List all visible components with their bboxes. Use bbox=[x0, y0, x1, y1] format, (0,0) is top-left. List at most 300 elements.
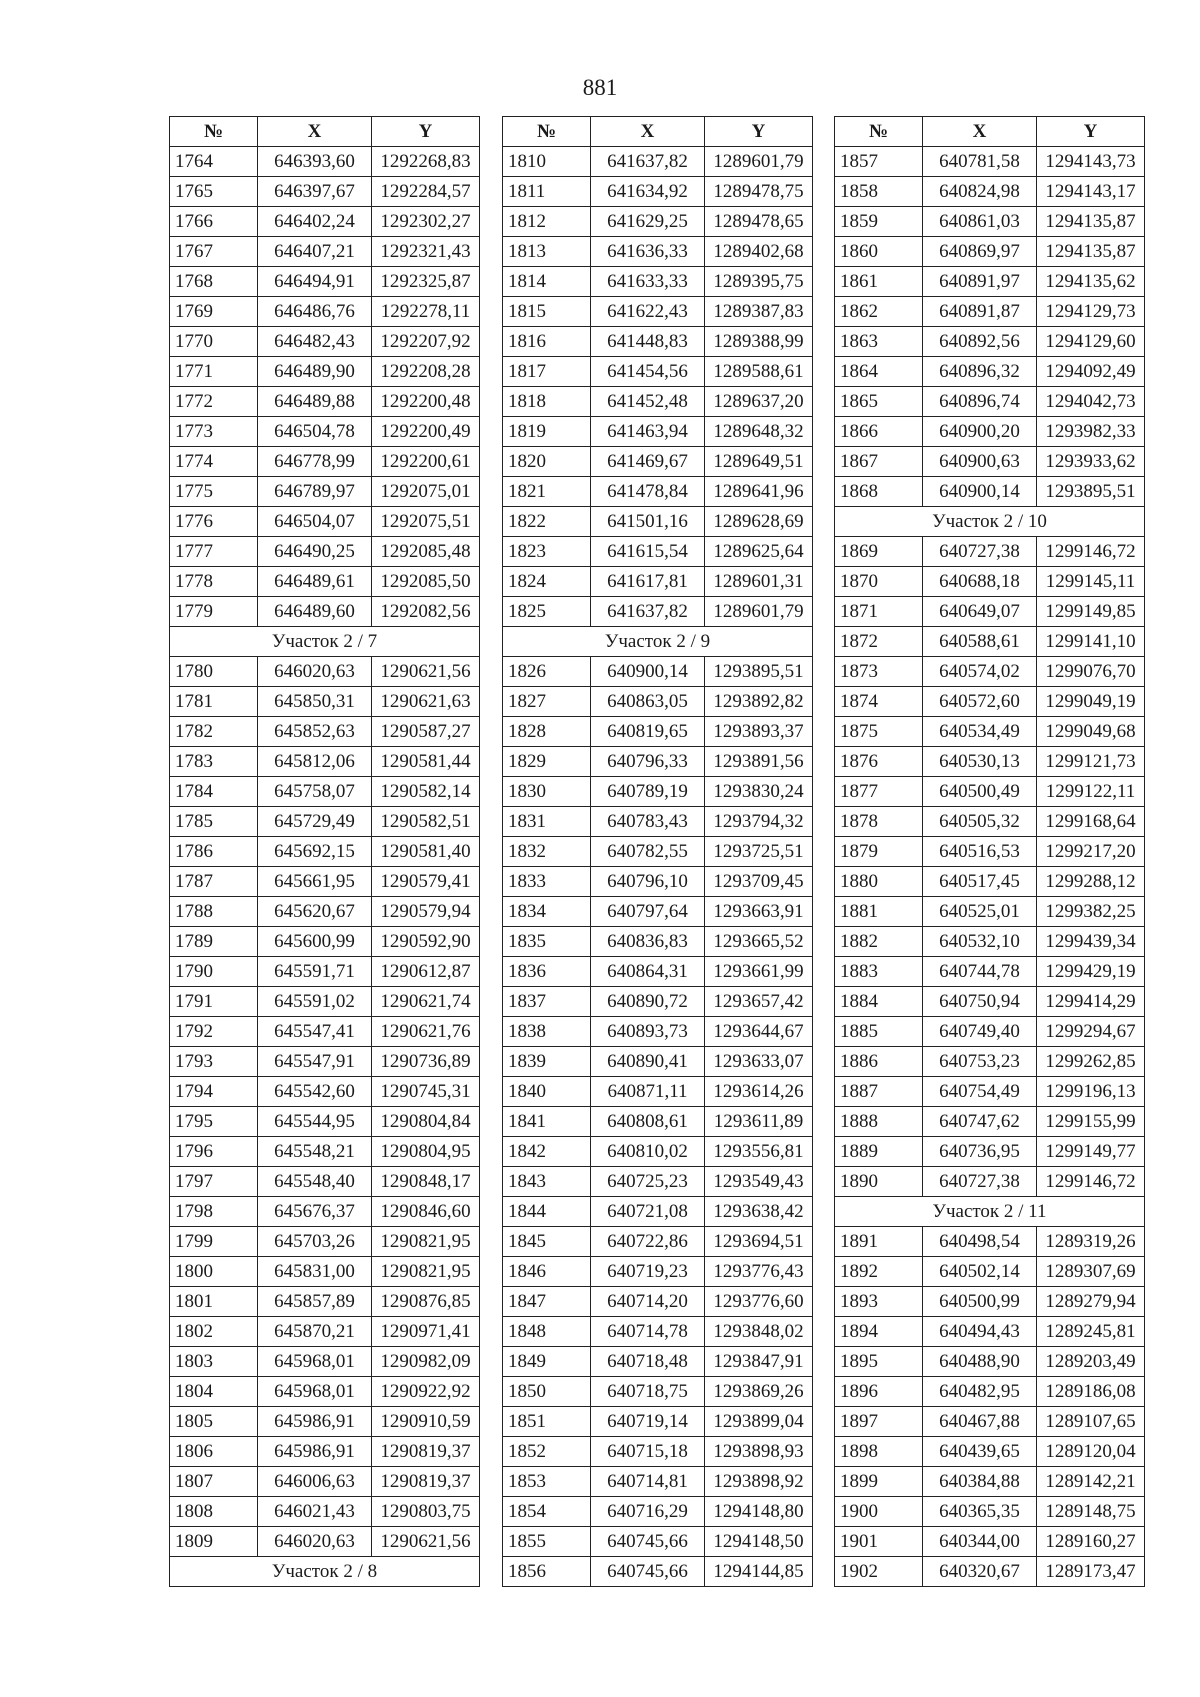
x-coordinate: 640890,72 bbox=[591, 987, 705, 1017]
point-number: 1876 bbox=[835, 747, 923, 777]
table-row bbox=[835, 357, 1145, 387]
table-row bbox=[503, 807, 813, 837]
point-number: 1877 bbox=[835, 777, 923, 807]
table-row bbox=[503, 207, 813, 237]
table-row bbox=[170, 1017, 480, 1047]
y-coordinate: 1290819,37 bbox=[372, 1437, 480, 1467]
coordinates-table-1 bbox=[169, 116, 480, 1587]
point-number: 1781 bbox=[170, 687, 258, 717]
point-number: 1826 bbox=[503, 657, 591, 687]
y-coordinate: 1294135,62 bbox=[1037, 267, 1145, 297]
point-number: 1840 bbox=[503, 1077, 591, 1107]
y-coordinate: 1293982,33 bbox=[1037, 417, 1145, 447]
point-number: 1815 bbox=[503, 297, 591, 327]
x-coordinate: 640736,95 bbox=[923, 1137, 1037, 1167]
point-number: 1833 bbox=[503, 867, 591, 897]
y-coordinate: 1293848,02 bbox=[705, 1317, 813, 1347]
y-coordinate: 1299439,34 bbox=[1037, 927, 1145, 957]
point-number: 1872 bbox=[835, 627, 923, 657]
x-coordinate: 640892,56 bbox=[923, 327, 1037, 357]
table-row bbox=[835, 1077, 1145, 1107]
table-row bbox=[170, 507, 480, 537]
y-coordinate: 1289601,79 bbox=[705, 597, 813, 627]
point-number: 1832 bbox=[503, 837, 591, 867]
table-row bbox=[835, 297, 1145, 327]
y-coordinate: 1290846,60 bbox=[372, 1197, 480, 1227]
table-row bbox=[835, 897, 1145, 927]
x-coordinate: 640896,74 bbox=[923, 387, 1037, 417]
table-row bbox=[170, 1467, 480, 1497]
table-row bbox=[170, 927, 480, 957]
section-title: Участок 2 / 7 bbox=[170, 627, 480, 657]
table-row bbox=[503, 177, 813, 207]
x-coordinate: 641622,43 bbox=[591, 297, 705, 327]
point-number: 1828 bbox=[503, 717, 591, 747]
x-coordinate: 645852,63 bbox=[258, 717, 372, 747]
x-coordinate: 640745,66 bbox=[591, 1557, 705, 1587]
x-coordinate: 640896,32 bbox=[923, 357, 1037, 387]
x-coordinate: 640500,49 bbox=[923, 777, 1037, 807]
x-coordinate: 640869,97 bbox=[923, 237, 1037, 267]
y-coordinate: 1289387,83 bbox=[705, 297, 813, 327]
x-coordinate: 641615,54 bbox=[591, 537, 705, 567]
table-row bbox=[170, 1137, 480, 1167]
point-number: 1844 bbox=[503, 1197, 591, 1227]
point-number: 1787 bbox=[170, 867, 258, 897]
table-row bbox=[835, 447, 1145, 477]
y-coordinate: 1299414,29 bbox=[1037, 987, 1145, 1017]
table-row bbox=[835, 1497, 1145, 1527]
x-coordinate: 645620,67 bbox=[258, 897, 372, 927]
x-coordinate: 645986,91 bbox=[258, 1407, 372, 1437]
point-number: 1788 bbox=[170, 897, 258, 927]
point-number: 1808 bbox=[170, 1497, 258, 1527]
table-row bbox=[170, 1107, 480, 1137]
y-coordinate: 1290621,76 bbox=[372, 1017, 480, 1047]
y-coordinate: 1292302,27 bbox=[372, 207, 480, 237]
column-header-number: № bbox=[170, 117, 258, 147]
x-coordinate: 646407,21 bbox=[258, 237, 372, 267]
x-coordinate: 640725,23 bbox=[591, 1167, 705, 1197]
table-row bbox=[503, 1107, 813, 1137]
y-coordinate: 1290736,89 bbox=[372, 1047, 480, 1077]
point-number: 1882 bbox=[835, 927, 923, 957]
y-coordinate: 1290819,37 bbox=[372, 1467, 480, 1497]
point-number: 1857 bbox=[835, 147, 923, 177]
y-coordinate: 1293898,93 bbox=[705, 1437, 813, 1467]
table-row bbox=[503, 387, 813, 417]
x-coordinate: 640789,19 bbox=[591, 777, 705, 807]
point-number: 1799 bbox=[170, 1227, 258, 1257]
y-coordinate: 1299146,72 bbox=[1037, 537, 1145, 567]
point-number: 1786 bbox=[170, 837, 258, 867]
y-coordinate: 1299049,19 bbox=[1037, 687, 1145, 717]
x-coordinate: 640498,54 bbox=[923, 1227, 1037, 1257]
y-coordinate: 1290971,41 bbox=[372, 1317, 480, 1347]
table-row bbox=[503, 897, 813, 927]
x-coordinate: 640721,08 bbox=[591, 1197, 705, 1227]
y-coordinate: 1294042,73 bbox=[1037, 387, 1145, 417]
point-number: 1901 bbox=[835, 1527, 923, 1557]
x-coordinate: 640488,90 bbox=[923, 1347, 1037, 1377]
point-number: 1856 bbox=[503, 1557, 591, 1587]
y-coordinate: 1289478,75 bbox=[705, 177, 813, 207]
point-number: 1793 bbox=[170, 1047, 258, 1077]
table-row bbox=[835, 867, 1145, 897]
y-coordinate: 1293644,67 bbox=[705, 1017, 813, 1047]
point-number: 1783 bbox=[170, 747, 258, 777]
y-coordinate: 1292082,56 bbox=[372, 597, 480, 627]
point-number: 1831 bbox=[503, 807, 591, 837]
y-coordinate: 1289245,81 bbox=[1037, 1317, 1145, 1347]
y-coordinate: 1293665,52 bbox=[705, 927, 813, 957]
y-coordinate: 1290582,14 bbox=[372, 777, 480, 807]
table-row bbox=[503, 1197, 813, 1227]
y-coordinate: 1289625,64 bbox=[705, 537, 813, 567]
y-coordinate: 1299382,25 bbox=[1037, 897, 1145, 927]
point-number: 1806 bbox=[170, 1437, 258, 1467]
point-number: 1860 bbox=[835, 237, 923, 267]
table-row bbox=[835, 1257, 1145, 1287]
point-number: 1825 bbox=[503, 597, 591, 627]
y-coordinate: 1299121,73 bbox=[1037, 747, 1145, 777]
table-row bbox=[170, 867, 480, 897]
table-row bbox=[170, 717, 480, 747]
y-coordinate: 1294144,85 bbox=[705, 1557, 813, 1587]
column-header-y: Y bbox=[1037, 117, 1145, 147]
point-number: 1834 bbox=[503, 897, 591, 927]
x-coordinate: 640722,86 bbox=[591, 1227, 705, 1257]
x-coordinate: 641634,92 bbox=[591, 177, 705, 207]
x-coordinate: 640688,18 bbox=[923, 567, 1037, 597]
table-row bbox=[170, 1497, 480, 1527]
y-coordinate: 1289648,32 bbox=[705, 417, 813, 447]
point-number: 1830 bbox=[503, 777, 591, 807]
table-row bbox=[170, 1437, 480, 1467]
table-row bbox=[170, 807, 480, 837]
x-coordinate: 640781,58 bbox=[923, 147, 1037, 177]
point-number: 1829 bbox=[503, 747, 591, 777]
x-coordinate: 645850,31 bbox=[258, 687, 372, 717]
y-coordinate: 1290982,09 bbox=[372, 1347, 480, 1377]
y-coordinate: 1293794,32 bbox=[705, 807, 813, 837]
y-coordinate: 1293898,92 bbox=[705, 1467, 813, 1497]
section-header-row bbox=[170, 627, 480, 657]
point-number: 1865 bbox=[835, 387, 923, 417]
point-number: 1797 bbox=[170, 1167, 258, 1197]
x-coordinate: 640714,20 bbox=[591, 1287, 705, 1317]
point-number: 1858 bbox=[835, 177, 923, 207]
point-number: 1866 bbox=[835, 417, 923, 447]
x-coordinate: 640861,03 bbox=[923, 207, 1037, 237]
table-row bbox=[835, 267, 1145, 297]
x-coordinate: 646489,88 bbox=[258, 387, 372, 417]
column-header-y: Y bbox=[705, 117, 813, 147]
table-row bbox=[170, 597, 480, 627]
y-coordinate: 1290579,94 bbox=[372, 897, 480, 927]
y-coordinate: 1293893,37 bbox=[705, 717, 813, 747]
table-row bbox=[835, 1137, 1145, 1167]
point-number: 1818 bbox=[503, 387, 591, 417]
point-number: 1863 bbox=[835, 327, 923, 357]
table-row bbox=[835, 687, 1145, 717]
point-number: 1802 bbox=[170, 1317, 258, 1347]
x-coordinate: 640365,35 bbox=[923, 1497, 1037, 1527]
point-number: 1777 bbox=[170, 537, 258, 567]
point-number: 1800 bbox=[170, 1257, 258, 1287]
x-coordinate: 646494,91 bbox=[258, 267, 372, 297]
table-row bbox=[503, 147, 813, 177]
y-coordinate: 1289203,49 bbox=[1037, 1347, 1145, 1377]
y-coordinate: 1290821,95 bbox=[372, 1227, 480, 1257]
table-row bbox=[503, 1077, 813, 1107]
point-number: 1776 bbox=[170, 507, 258, 537]
table-row bbox=[503, 657, 813, 687]
point-number: 1851 bbox=[503, 1407, 591, 1437]
point-number: 1850 bbox=[503, 1377, 591, 1407]
x-coordinate: 640516,53 bbox=[923, 837, 1037, 867]
table-row bbox=[503, 1167, 813, 1197]
x-coordinate: 645703,26 bbox=[258, 1227, 372, 1257]
point-number: 1886 bbox=[835, 1047, 923, 1077]
y-coordinate: 1289649,51 bbox=[705, 447, 813, 477]
table-row bbox=[503, 1257, 813, 1287]
point-number: 1879 bbox=[835, 837, 923, 867]
y-coordinate: 1292278,11 bbox=[372, 297, 480, 327]
x-coordinate: 640718,75 bbox=[591, 1377, 705, 1407]
y-coordinate: 1293847,91 bbox=[705, 1347, 813, 1377]
x-coordinate: 640500,99 bbox=[923, 1287, 1037, 1317]
x-coordinate: 646489,60 bbox=[258, 597, 372, 627]
point-number: 1847 bbox=[503, 1287, 591, 1317]
table-row bbox=[835, 1107, 1145, 1137]
y-coordinate: 1293709,45 bbox=[705, 867, 813, 897]
x-coordinate: 645591,71 bbox=[258, 957, 372, 987]
x-coordinate: 641478,84 bbox=[591, 477, 705, 507]
y-coordinate: 1293657,42 bbox=[705, 987, 813, 1017]
x-coordinate: 640320,67 bbox=[923, 1557, 1037, 1587]
y-coordinate: 1289402,68 bbox=[705, 237, 813, 267]
point-number: 1875 bbox=[835, 717, 923, 747]
y-coordinate: 1292325,87 bbox=[372, 267, 480, 297]
point-number: 1878 bbox=[835, 807, 923, 837]
x-coordinate: 640532,10 bbox=[923, 927, 1037, 957]
x-coordinate: 640796,33 bbox=[591, 747, 705, 777]
y-coordinate: 1293892,82 bbox=[705, 687, 813, 717]
column-header-number: № bbox=[503, 117, 591, 147]
x-coordinate: 640572,60 bbox=[923, 687, 1037, 717]
y-coordinate: 1299196,13 bbox=[1037, 1077, 1145, 1107]
point-number: 1867 bbox=[835, 447, 923, 477]
x-coordinate: 645968,01 bbox=[258, 1347, 372, 1377]
x-coordinate: 646789,97 bbox=[258, 477, 372, 507]
point-number: 1861 bbox=[835, 267, 923, 297]
y-coordinate: 1292207,92 bbox=[372, 327, 480, 357]
x-coordinate: 645870,21 bbox=[258, 1317, 372, 1347]
x-coordinate: 640891,97 bbox=[923, 267, 1037, 297]
x-coordinate: 641454,56 bbox=[591, 357, 705, 387]
y-coordinate: 1299217,20 bbox=[1037, 837, 1145, 867]
point-number: 1898 bbox=[835, 1437, 923, 1467]
y-coordinate: 1294135,87 bbox=[1037, 237, 1145, 267]
point-number: 1766 bbox=[170, 207, 258, 237]
x-coordinate: 640505,32 bbox=[923, 807, 1037, 837]
x-coordinate: 645548,21 bbox=[258, 1137, 372, 1167]
x-coordinate: 641617,81 bbox=[591, 567, 705, 597]
y-coordinate: 1293830,24 bbox=[705, 777, 813, 807]
point-number: 1816 bbox=[503, 327, 591, 357]
point-number: 1810 bbox=[503, 147, 591, 177]
table-row bbox=[835, 567, 1145, 597]
y-coordinate: 1289107,65 bbox=[1037, 1407, 1145, 1437]
point-number: 1772 bbox=[170, 387, 258, 417]
section-header-row bbox=[503, 627, 813, 657]
table-row bbox=[170, 387, 480, 417]
point-number: 1888 bbox=[835, 1107, 923, 1137]
x-coordinate: 646393,60 bbox=[258, 147, 372, 177]
table-row bbox=[835, 1317, 1145, 1347]
table-row bbox=[170, 987, 480, 1017]
table-row bbox=[170, 477, 480, 507]
y-coordinate: 1299076,70 bbox=[1037, 657, 1145, 687]
table-row bbox=[503, 507, 813, 537]
y-coordinate: 1299155,99 bbox=[1037, 1107, 1145, 1137]
point-number: 1869 bbox=[835, 537, 923, 567]
y-coordinate: 1289395,75 bbox=[705, 267, 813, 297]
table-row bbox=[503, 357, 813, 387]
table-row bbox=[835, 417, 1145, 447]
table-row bbox=[503, 567, 813, 597]
x-coordinate: 645591,02 bbox=[258, 987, 372, 1017]
column-header-x: X bbox=[923, 117, 1037, 147]
column-header-number: № bbox=[835, 117, 923, 147]
point-number: 1835 bbox=[503, 927, 591, 957]
x-coordinate: 640574,02 bbox=[923, 657, 1037, 687]
x-coordinate: 645661,95 bbox=[258, 867, 372, 897]
y-coordinate: 1293895,51 bbox=[1037, 477, 1145, 507]
table-row bbox=[170, 897, 480, 927]
y-coordinate: 1290922,92 bbox=[372, 1377, 480, 1407]
table-row bbox=[835, 537, 1145, 567]
table-row bbox=[503, 777, 813, 807]
x-coordinate: 646020,63 bbox=[258, 657, 372, 687]
x-coordinate: 640534,49 bbox=[923, 717, 1037, 747]
point-number: 1871 bbox=[835, 597, 923, 627]
x-coordinate: 646021,43 bbox=[258, 1497, 372, 1527]
y-coordinate: 1292200,49 bbox=[372, 417, 480, 447]
point-number: 1778 bbox=[170, 567, 258, 597]
x-coordinate: 646489,90 bbox=[258, 357, 372, 387]
x-coordinate: 645544,95 bbox=[258, 1107, 372, 1137]
y-coordinate: 1299288,12 bbox=[1037, 867, 1145, 897]
point-number: 1790 bbox=[170, 957, 258, 987]
y-coordinate: 1299149,85 bbox=[1037, 597, 1145, 627]
point-number: 1853 bbox=[503, 1467, 591, 1497]
point-number: 1779 bbox=[170, 597, 258, 627]
point-number: 1880 bbox=[835, 867, 923, 897]
y-coordinate: 1294148,50 bbox=[705, 1527, 813, 1557]
table-row bbox=[503, 1137, 813, 1167]
x-coordinate: 646482,43 bbox=[258, 327, 372, 357]
y-coordinate: 1290848,17 bbox=[372, 1167, 480, 1197]
table-row bbox=[835, 1377, 1145, 1407]
table-row bbox=[170, 687, 480, 717]
table-row bbox=[503, 1557, 813, 1587]
y-coordinate: 1290804,95 bbox=[372, 1137, 480, 1167]
x-coordinate: 646489,61 bbox=[258, 567, 372, 597]
point-number: 1885 bbox=[835, 1017, 923, 1047]
x-coordinate: 640718,48 bbox=[591, 1347, 705, 1377]
y-coordinate: 1289160,27 bbox=[1037, 1527, 1145, 1557]
y-coordinate: 1290579,41 bbox=[372, 867, 480, 897]
point-number: 1765 bbox=[170, 177, 258, 207]
x-coordinate: 640749,40 bbox=[923, 1017, 1037, 1047]
x-coordinate: 640439,65 bbox=[923, 1437, 1037, 1467]
table-row bbox=[170, 657, 480, 687]
x-coordinate: 641636,33 bbox=[591, 237, 705, 267]
x-coordinate: 640714,81 bbox=[591, 1467, 705, 1497]
section-title: Участок 2 / 9 bbox=[503, 627, 813, 657]
x-coordinate: 640716,29 bbox=[591, 1497, 705, 1527]
point-number: 1859 bbox=[835, 207, 923, 237]
table-row bbox=[835, 1017, 1145, 1047]
y-coordinate: 1289601,79 bbox=[705, 147, 813, 177]
x-coordinate: 640796,10 bbox=[591, 867, 705, 897]
table-row bbox=[170, 1077, 480, 1107]
y-coordinate: 1289641,96 bbox=[705, 477, 813, 507]
point-number: 1899 bbox=[835, 1467, 923, 1497]
y-coordinate: 1299262,85 bbox=[1037, 1047, 1145, 1077]
y-coordinate: 1292200,61 bbox=[372, 447, 480, 477]
x-coordinate: 640900,20 bbox=[923, 417, 1037, 447]
x-coordinate: 640517,45 bbox=[923, 867, 1037, 897]
point-number: 1827 bbox=[503, 687, 591, 717]
y-coordinate: 1289478,65 bbox=[705, 207, 813, 237]
x-coordinate: 640714,78 bbox=[591, 1317, 705, 1347]
x-coordinate: 640727,38 bbox=[923, 537, 1037, 567]
y-coordinate: 1299149,77 bbox=[1037, 1137, 1145, 1167]
y-coordinate: 1290587,27 bbox=[372, 717, 480, 747]
point-number: 1902 bbox=[835, 1557, 923, 1587]
y-coordinate: 1289173,47 bbox=[1037, 1557, 1145, 1587]
point-number: 1849 bbox=[503, 1347, 591, 1377]
coordinates-table-2 bbox=[502, 116, 813, 1587]
point-number: 1890 bbox=[835, 1167, 923, 1197]
point-number: 1839 bbox=[503, 1047, 591, 1077]
x-coordinate: 646504,78 bbox=[258, 417, 372, 447]
table-row bbox=[170, 1317, 480, 1347]
y-coordinate: 1299146,72 bbox=[1037, 1167, 1145, 1197]
x-coordinate: 640871,11 bbox=[591, 1077, 705, 1107]
y-coordinate: 1290804,84 bbox=[372, 1107, 480, 1137]
point-number: 1893 bbox=[835, 1287, 923, 1317]
table-row bbox=[835, 1167, 1145, 1197]
table-row bbox=[835, 927, 1145, 957]
y-coordinate: 1293725,51 bbox=[705, 837, 813, 867]
point-number: 1809 bbox=[170, 1527, 258, 1557]
y-coordinate: 1294129,73 bbox=[1037, 297, 1145, 327]
point-number: 1837 bbox=[503, 987, 591, 1017]
y-coordinate: 1293614,26 bbox=[705, 1077, 813, 1107]
point-number: 1889 bbox=[835, 1137, 923, 1167]
y-coordinate: 1289148,75 bbox=[1037, 1497, 1145, 1527]
x-coordinate: 641448,83 bbox=[591, 327, 705, 357]
point-number: 1838 bbox=[503, 1017, 591, 1047]
x-coordinate: 645548,40 bbox=[258, 1167, 372, 1197]
table-row bbox=[835, 837, 1145, 867]
y-coordinate: 1290621,74 bbox=[372, 987, 480, 1017]
table-row bbox=[835, 747, 1145, 777]
